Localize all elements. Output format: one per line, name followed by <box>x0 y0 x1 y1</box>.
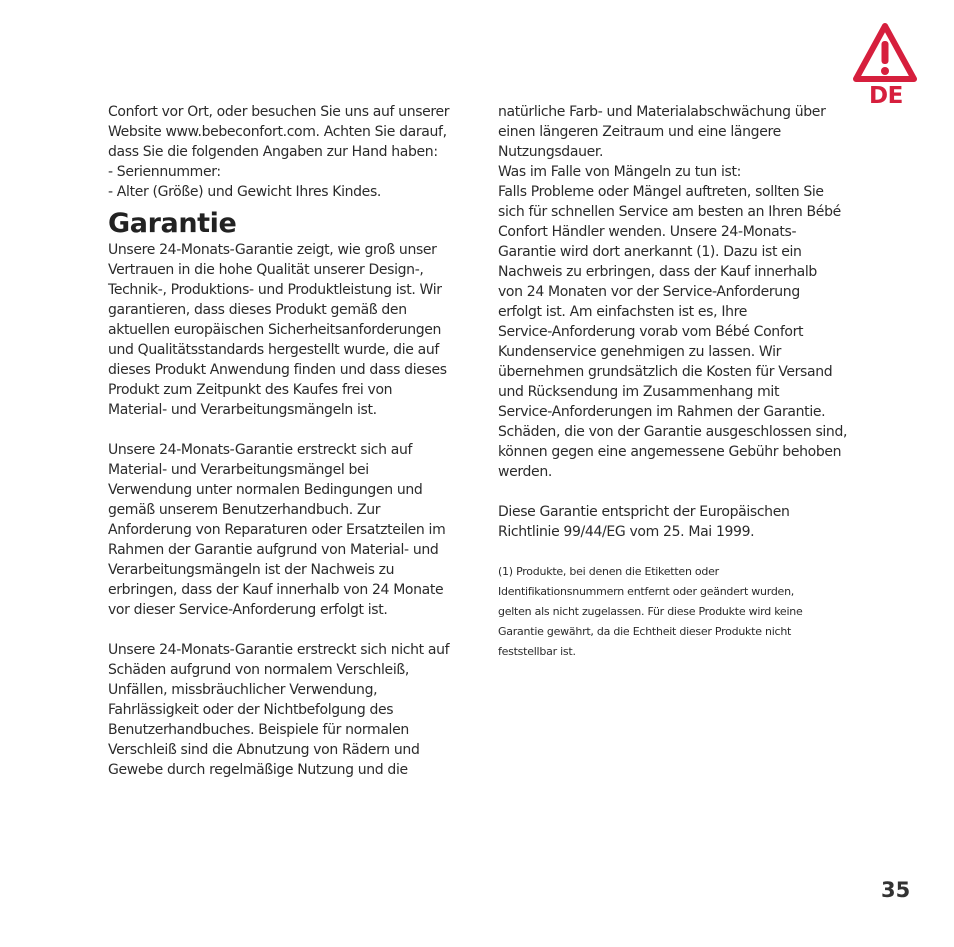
text-line: Service-Anforderung vorab vom Bébé Confort <box>498 324 804 340</box>
text-line: Technik-, Produktions- und Produktleistung ist. Wir <box>108 282 442 298</box>
text-line: Schäden aufgrund von normalem Verschleiß, <box>108 662 409 678</box>
text-line: gelten als nicht zugelassen. Für diese Produkte wird keine <box>498 605 803 618</box>
text-line: und Qualitätsstandards hergestellt wurde, die auf <box>108 342 439 358</box>
text-line: Produkt zum Zeitpunkt des Kaufes frei von <box>108 382 393 398</box>
text-line: übernehmen grundsätzlich die Kosten für Versand <box>498 364 833 380</box>
text-line: Vertrauen in die hohe Qualität unserer Design-, <box>108 262 424 278</box>
text-line: - Alter (Größe) und Gewicht Ihres Kindes. <box>108 184 381 200</box>
text-line: aktuellen europäischen Sicherheitsanforderungen <box>108 322 442 338</box>
text-line: Verarbeitungsmängeln ist der Nachweis zu <box>108 562 395 578</box>
text-line: Garantie wird dort anerkannt (1). Dazu ist ein <box>498 244 802 260</box>
text-line: Service-Anforderungen im Rahmen der Garantie. <box>498 404 826 420</box>
warranty-paragraph-2 <box>108 440 476 620</box>
page-number: 35 <box>881 878 911 902</box>
paragraph-spacer <box>108 420 476 440</box>
text-line: einen längeren Zeitraum und eine längere <box>498 124 781 140</box>
text-line: Richtlinie 99/44/EG vom 25. Mai 1999. <box>498 524 755 540</box>
text-line: von 24 Monaten vor der Service-Anforderung <box>498 284 800 300</box>
warranty-paragraph-3 <box>108 640 476 780</box>
left-column <box>108 102 476 780</box>
text-line: Material- und Verarbeitungsmängeln ist. <box>108 402 377 418</box>
text-line: Fahrlässigkeit oder der Nichtbefolgung des <box>108 702 394 718</box>
language-code: DE <box>869 83 903 109</box>
text-line: Verwendung unter normalen Bedingungen und <box>108 482 423 498</box>
text-line: Kundenservice genehmigen zu lassen. Wir <box>498 344 782 360</box>
footnote <box>498 562 860 662</box>
text-line: dass Sie die folgenden Angaben zur Hand haben: <box>108 144 438 160</box>
text-line: Material- und Verarbeitungsmängel bei <box>108 462 369 478</box>
text-line: gemäß unserem Benutzerhandbuch. Zur <box>108 502 381 518</box>
text-line: Unsere 24-Monats-Garantie erstreckt sich auf <box>108 442 413 458</box>
text-line: Unsere 24-Monats-Garantie zeigt, wie groß unser <box>108 242 437 258</box>
text-line: Diese Garantie entspricht der Europäischen <box>498 504 790 520</box>
text-line: Website www.bebeconfort.com. Achten Sie darauf, <box>108 124 447 140</box>
warranty-paragraph-1 <box>108 240 476 420</box>
text-line: Unfällen, missbräuchlicher Verwendung, <box>108 682 378 698</box>
text-line: erbringen, dass der Kauf innerhalb von 24 Monate <box>108 582 444 598</box>
text-line: sich für schnellen Service am besten an Ihren Bébé <box>498 204 841 220</box>
text-line: garantieren, dass dieses Produkt gemäß den <box>108 302 407 318</box>
text-line: Unsere 24-Monats-Garantie erstreckt sich nicht auf <box>108 642 450 658</box>
text-line: Was im Falle von Mängeln zu tun ist: <box>498 164 742 180</box>
text-line: Rahmen der Garantie aufgrund von Material- und <box>108 542 439 558</box>
text-line: (1) Produkte, bei denen die Etiketten oder <box>498 565 719 578</box>
text-line: Anforderung von Reparaturen oder Ersatzteilen im <box>108 522 446 538</box>
text-line: Identifikationsnummern entfernt oder geändert wurden, <box>498 585 795 598</box>
paragraph-spacer <box>108 620 476 640</box>
right-column <box>498 102 860 662</box>
text-line: Falls Probleme oder Mängel auftreten, sollten Sie <box>498 184 824 200</box>
text-line: Gewebe durch regelmäßige Nutzung und die <box>108 762 408 778</box>
text-line: Benutzerhandbuches. Beispiele für normalen <box>108 722 409 738</box>
text-line: Verschleiß sind die Abnutzung von Rädern und <box>108 742 420 758</box>
text-line: können gegen eine angemessene Gebühr behoben <box>498 444 842 460</box>
paragraph-spacer <box>498 542 860 562</box>
text-line: Confort vor Ort, oder besuchen Sie uns auf unserer <box>108 104 450 120</box>
text-line: Nutzungsdauer. <box>498 144 604 160</box>
text-line: dieses Produkt Anwendung finden und dass dieses <box>108 362 447 378</box>
text-line: werden. <box>498 464 552 480</box>
text-line: erfolgt ist. Am einfachsten ist es, Ihre <box>498 304 747 320</box>
language-badge <box>852 22 918 114</box>
text-line: vor dieser Service-Anforderung erfolgt ist. <box>108 602 388 618</box>
text-line: Nachweis zu erbringen, dass der Kauf innerhalb <box>498 264 817 280</box>
warning-triangle-icon <box>852 22 918 84</box>
text-line: natürliche Farb- und Materialabschwächung über <box>498 104 826 120</box>
text-line: Garantie gewährt, da die Echtheit dieser Produkte nicht <box>498 625 792 638</box>
defects-paragraph <box>498 102 860 482</box>
directive-paragraph <box>498 502 860 542</box>
intro-paragraph <box>108 102 476 202</box>
text-line: - Seriennummer: <box>108 164 221 180</box>
text-line: Confort Händler wenden. Unsere 24-Monats- <box>498 224 797 240</box>
text-line: Schäden, die von der Garantie ausgeschlossen sind, <box>498 424 848 440</box>
section-heading: Garantie <box>108 208 237 239</box>
paragraph-spacer <box>498 482 860 502</box>
text-line: feststellbar ist. <box>498 645 576 658</box>
text-line: und Rücksendung im Zusammenhang mit <box>498 384 780 400</box>
